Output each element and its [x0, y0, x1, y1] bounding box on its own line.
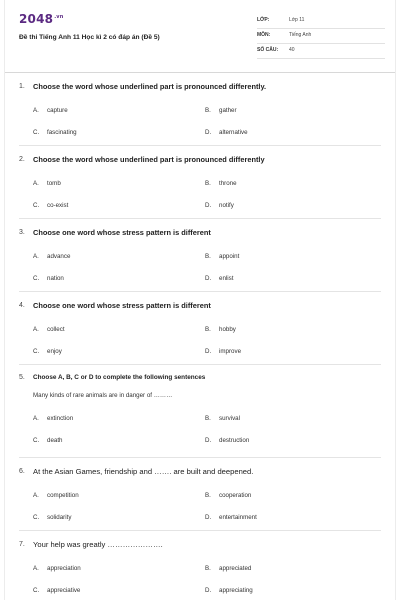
option-text: death	[47, 436, 63, 444]
meta-row-class	[257, 14, 385, 29]
option-label: A.	[33, 106, 39, 114]
option-text: throne	[219, 179, 237, 187]
question-text: Choose the word whose underlined part is pronounced differently	[33, 154, 265, 164]
question-header	[19, 73, 381, 99]
question-text: Your help was greatly ………………….	[33, 539, 163, 549]
question-text: Choose the word whose underlined part is pronounced differently.	[33, 81, 267, 91]
option-text: appreciation	[47, 564, 81, 572]
option-text: capture	[47, 106, 68, 114]
option-label: A.	[33, 252, 39, 260]
option-d[interactable]	[205, 267, 377, 289]
option-label: D.	[205, 586, 212, 594]
document-page	[4, 0, 396, 600]
question-text: Choose A, B, C or D to complete the following sentences	[33, 373, 206, 381]
option-b[interactable]	[205, 99, 377, 121]
option-text: tomb	[47, 179, 61, 187]
question-4	[19, 292, 381, 365]
option-d[interactable]	[205, 429, 377, 451]
page-header	[5, 0, 395, 73]
option-label: B.	[205, 491, 211, 499]
option-label: B.	[205, 325, 211, 333]
options	[19, 557, 381, 601]
question-5	[19, 365, 381, 458]
option-label: C.	[33, 513, 40, 521]
options	[19, 172, 381, 216]
question-header	[19, 458, 381, 484]
options	[19, 318, 381, 362]
option-text: destruction	[219, 436, 250, 444]
option-d[interactable]	[205, 121, 377, 143]
option-d[interactable]	[205, 579, 377, 601]
question-text: At the Asian Games, friendship and ……. are built and deepened.	[33, 466, 254, 476]
option-text: cooperation	[219, 491, 252, 499]
option-text: competition	[47, 491, 79, 499]
option-label: B.	[205, 414, 211, 422]
option-c[interactable]	[33, 121, 205, 143]
logo-suffix: .vn	[54, 14, 64, 20]
option-text: fascinating	[47, 128, 77, 136]
question-header	[19, 146, 381, 172]
question-number: 1.	[19, 82, 25, 90]
option-b[interactable]	[205, 557, 377, 579]
options	[19, 245, 381, 289]
option-a[interactable]	[33, 245, 205, 267]
option-d[interactable]	[205, 340, 377, 362]
option-label: D.	[205, 274, 212, 282]
option-label: A.	[33, 564, 39, 572]
meta-label: SỐ CÂU:	[257, 47, 279, 53]
option-label: C.	[33, 436, 40, 444]
option-label: C.	[33, 201, 40, 209]
option-label: B.	[205, 106, 211, 114]
document-title: Đề thi Tiếng Anh 11 Học kì 2 có đáp án (Đề 5)	[19, 34, 160, 41]
option-text: notify	[219, 201, 234, 209]
option-a[interactable]	[33, 99, 205, 121]
question-6	[19, 458, 381, 531]
option-text: hobby	[219, 325, 236, 333]
question-number: 5.	[19, 373, 25, 381]
question-list	[5, 73, 395, 603]
question-header	[19, 292, 381, 318]
option-label: B.	[205, 252, 211, 260]
option-text: appoint	[219, 252, 240, 260]
option-label: D.	[205, 436, 212, 444]
option-text: entertainment	[219, 513, 257, 521]
option-label: B.	[205, 179, 211, 187]
question-7	[19, 531, 381, 603]
question-1	[19, 73, 381, 146]
option-b[interactable]	[205, 318, 377, 340]
option-text: improve	[219, 347, 242, 355]
option-text: co-exist	[47, 201, 69, 209]
option-c[interactable]	[33, 340, 205, 362]
option-label: D.	[205, 347, 212, 355]
option-text: nation	[47, 274, 64, 282]
options	[19, 484, 381, 528]
option-label: A.	[33, 179, 39, 187]
option-text: appreciated	[219, 564, 252, 572]
option-text: extinction	[47, 414, 74, 422]
option-text: survival	[219, 414, 240, 422]
meta-label: LỚP:	[257, 17, 270, 23]
question-number: 7.	[19, 540, 25, 548]
question-header	[19, 365, 381, 389]
option-c[interactable]	[33, 267, 205, 289]
exam-meta	[257, 14, 385, 59]
option-label: B.	[205, 564, 211, 572]
option-text: gather	[219, 106, 237, 114]
option-label: A.	[33, 414, 39, 422]
question-number: 3.	[19, 228, 25, 236]
option-text: advance	[47, 252, 71, 260]
logo-text: 2048	[19, 12, 54, 26]
option-text: appreciative	[47, 586, 81, 594]
option-a[interactable]	[33, 484, 205, 506]
option-label: D.	[205, 513, 212, 521]
option-label: C.	[33, 128, 40, 136]
meta-row-count	[257, 44, 385, 59]
meta-row-subject	[257, 29, 385, 44]
option-b[interactable]	[205, 245, 377, 267]
option-a[interactable]	[33, 172, 205, 194]
question-header	[19, 531, 381, 557]
option-c[interactable]	[33, 579, 205, 601]
meta-value: Tiếng Anh	[289, 32, 312, 38]
option-text: alternative	[219, 128, 248, 136]
option-label: C.	[33, 586, 40, 594]
question-number: 6.	[19, 467, 25, 475]
option-label: D.	[205, 128, 212, 136]
question-3	[19, 219, 381, 292]
question-text: Choose one word whose stress pattern is different	[33, 227, 211, 237]
question-text: Choose one word whose stress pattern is different	[33, 300, 211, 310]
option-b[interactable]	[205, 407, 377, 429]
option-a[interactable]	[33, 407, 205, 429]
option-c[interactable]	[33, 194, 205, 216]
option-text: appreciating	[219, 586, 253, 594]
option-text: enlist	[219, 274, 234, 282]
option-d[interactable]	[205, 194, 377, 216]
meta-label: MÔN:	[257, 32, 271, 38]
option-label: C.	[33, 274, 40, 282]
question-number: 4.	[19, 301, 25, 309]
meta-value: 40	[289, 47, 295, 53]
site-logo[interactable]	[19, 12, 64, 26]
option-label: A.	[33, 325, 39, 333]
option-text: solidarity	[47, 513, 72, 521]
option-c[interactable]	[33, 506, 205, 528]
option-label: C.	[33, 347, 40, 355]
question-number: 2.	[19, 155, 25, 163]
option-b[interactable]	[205, 172, 377, 194]
option-label: A.	[33, 491, 39, 499]
option-a[interactable]	[33, 318, 205, 340]
meta-value: Lớp 11	[289, 17, 305, 23]
option-d[interactable]	[205, 506, 377, 528]
option-text: enjoy	[47, 347, 62, 355]
option-c[interactable]	[33, 429, 205, 451]
option-b[interactable]	[205, 484, 377, 506]
question-2	[19, 146, 381, 219]
question-header	[19, 219, 381, 245]
option-text: collect	[47, 325, 65, 333]
question-passage: Many kinds of rare animals are in danger of ………	[33, 392, 173, 399]
options	[19, 407, 381, 451]
option-label: D.	[205, 201, 212, 209]
option-a[interactable]	[33, 557, 205, 579]
options	[19, 99, 381, 143]
